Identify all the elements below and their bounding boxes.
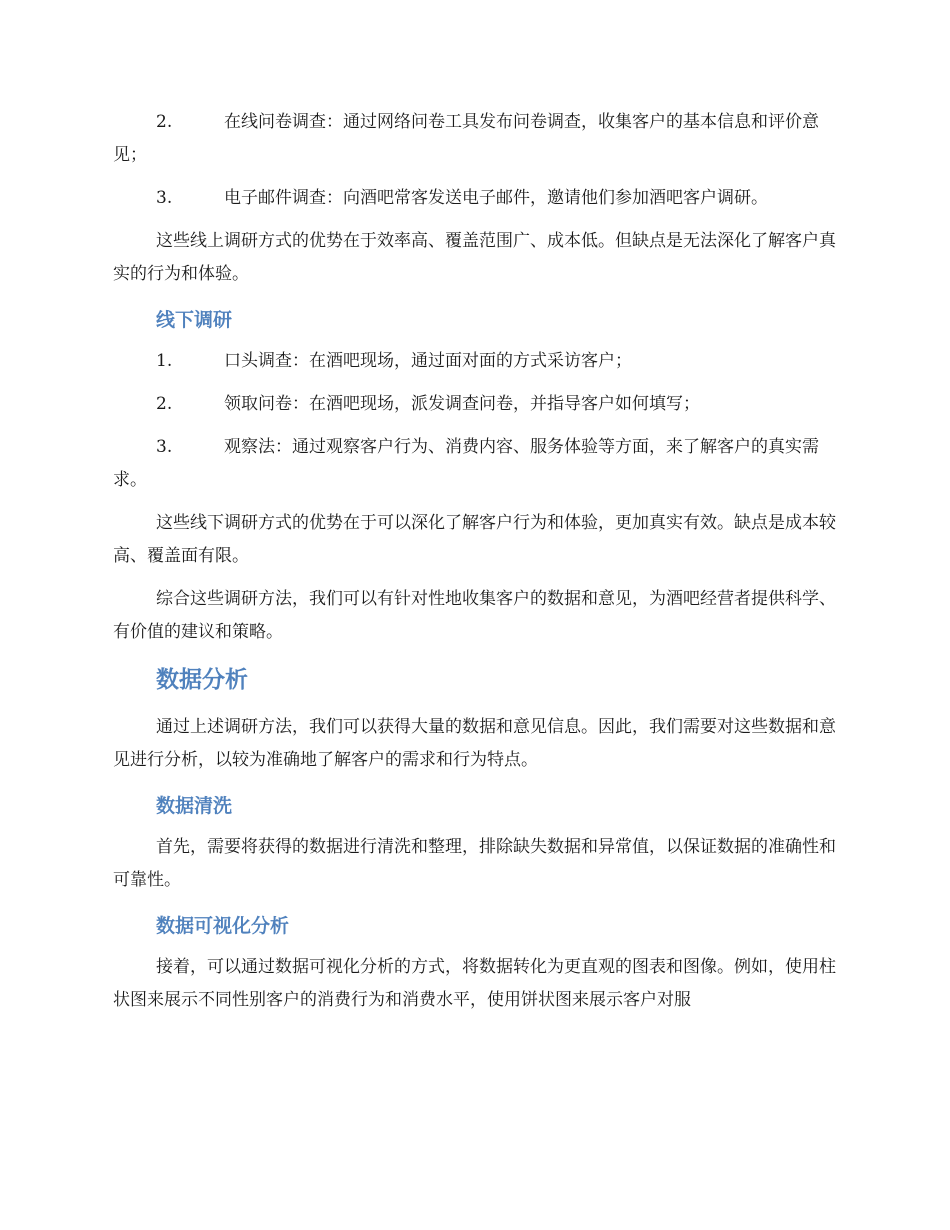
- analysis-heading: 数据分析: [156, 667, 248, 693]
- list-number: 1.: [156, 351, 173, 371]
- offline-summary-paragraph: 这些线下调研方式的优势在于可以深化了解客户行为和体验，更加真实有效。缺点是成本较高、覆盖面有限。: [113, 513, 836, 566]
- document-page: [113, 106, 840, 1017]
- list-number: 3.: [156, 437, 173, 457]
- cleaning-heading: 数据清洗: [156, 795, 233, 817]
- visual-paragraph: 接着，可以通过数据可视化分析的方式，将数据转化为更直观的图表和图像。例如，使用柱状图来展示不同性别客户的消费行为和消费水平，使用饼状图来展示客户对服: [113, 957, 836, 1010]
- list-text: 口头调查：在酒吧现场，通过面对面的方式采访客户；: [224, 351, 632, 371]
- visual-heading: 数据可视化分析: [156, 915, 290, 937]
- list-item: [113, 431, 840, 497]
- list-text: 观察法：通过观察客户行为、消费内容、服务体验等方面，来了解客户的真实需求。: [113, 437, 819, 490]
- list-text: 领取问卷：在酒吧现场，派发调查问卷，并指导客户如何填写；: [224, 394, 700, 414]
- list-item: [113, 182, 840, 215]
- list-text: 电子邮件调查：向酒吧常客发送电子邮件，邀请他们参加酒吧客户调研。: [224, 188, 768, 208]
- list-item: [113, 388, 840, 421]
- list-number: 3.: [156, 188, 173, 208]
- list-item: [113, 345, 840, 378]
- list-item: [113, 106, 840, 172]
- list-number: 2.: [156, 394, 173, 414]
- online-summary-paragraph: 这些线上调研方式的优势在于效率高、覆盖范围广、成本低。但缺点是无法深化了解客户真实的行为和体验。: [113, 231, 836, 284]
- cleaning-paragraph: 首先，需要将获得的数据进行清洗和整理，排除缺失数据和异常值，以保证数据的准确性和可靠性。: [113, 837, 836, 890]
- overall-summary-paragraph: 综合这些调研方法，我们可以有针对性地收集客户的数据和意见，为酒吧经营者提供科学、有价值的建议和策略。: [113, 589, 836, 642]
- analysis-intro-paragraph: 通过上述调研方法，我们可以获得大量的数据和意见信息。因此，我们需要对这些数据和意见进行分析，以较为准确地了解客户的需求和行为特点。: [113, 717, 836, 770]
- list-text: 在线问卷调查：通过网络问卷工具发布问卷调查，收集客户的基本信息和评价意见；: [113, 112, 819, 165]
- list-number: 2.: [156, 112, 173, 132]
- offline-heading: 线下调研: [156, 309, 233, 331]
